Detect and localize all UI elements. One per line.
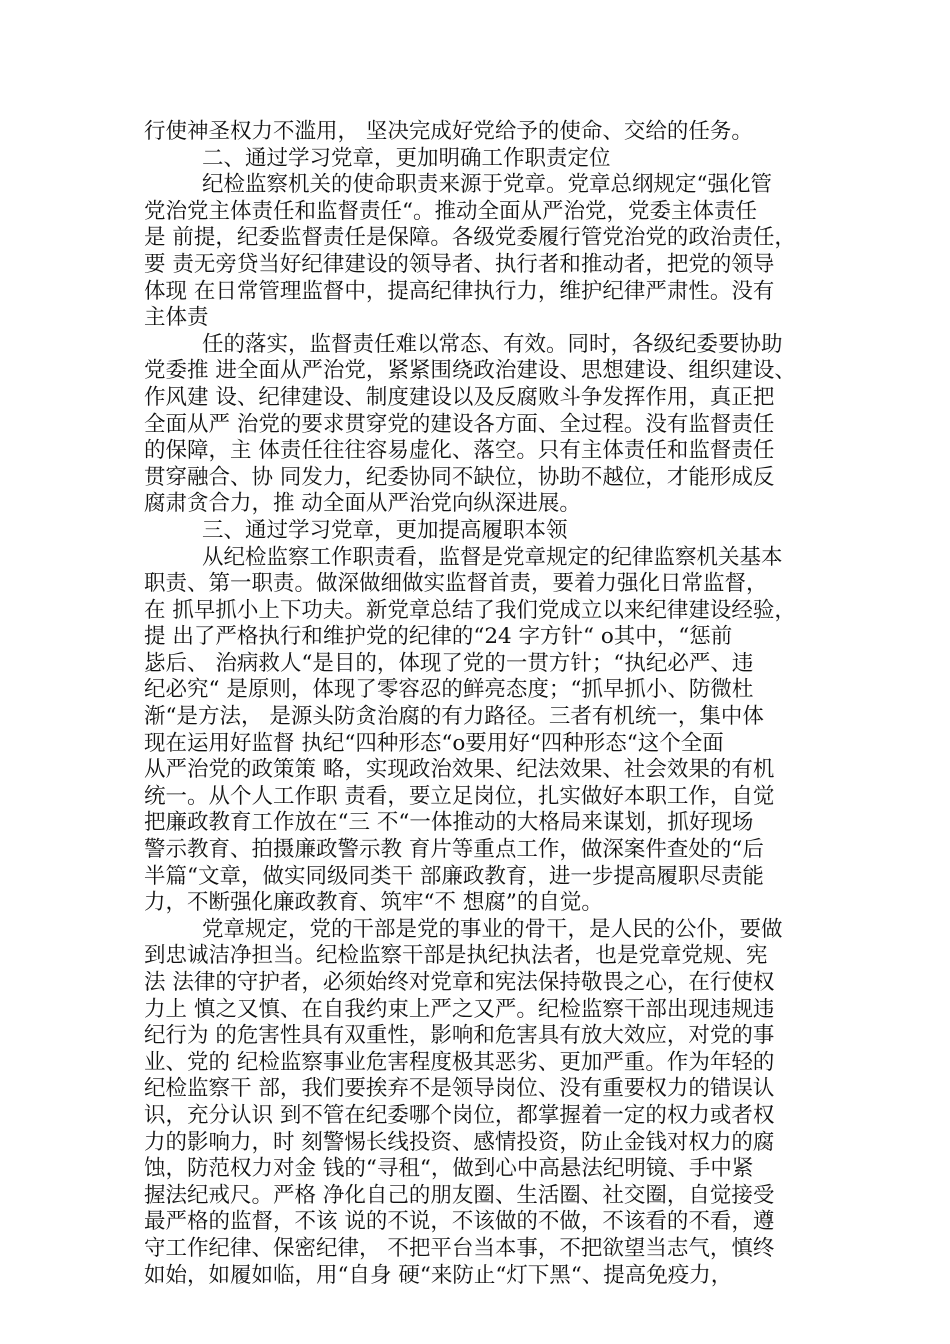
text-line: 蚀，防范权力对金 钱的“寻租“，做到心中高悬法纪明镜、手中紧 <box>144 1156 754 1182</box>
text-line: 任的落实，监督责任难以常态、有效。同时，各级纪委要协助 <box>202 331 783 357</box>
body-paragraph <box>144 332 820 518</box>
text-line: 党治党主体责任和监督责任“。推动全面从严治党，党委主体责任 <box>144 198 757 224</box>
text-line: 握法纪戒尺。严格 净化自己的朋友圈、生活圈、社交圈，自觉接受 <box>144 1182 775 1208</box>
text-line: 到忠诚洁净担当。纪检监察干部是执纪执法者，也是党章党规、宪 <box>144 943 768 969</box>
text-line: 渐“是方法， 是源头防贪治腐的有力路径。三者有机统一，集中体 <box>144 704 764 730</box>
text-line: 在 抓早抓小上下功夫。新党章总结了我们党成立以来纪律建设经验， <box>144 597 796 623</box>
text-line: 党章规定，党的干部是党的事业的骨干，是人民的公仆，要做 <box>202 916 783 942</box>
text-line: 统一。从个人工作职 责看，要立足岗位，扎实做好本职工作，自觉 <box>144 783 775 809</box>
text-line: 把廉政教育工作放在“三 不“一体推动的大格局来谋划，抓好现场 <box>144 810 754 836</box>
text-line: 法 法律的守护者，必须始终对党章和宪法保持敬畏之心，在行使权 <box>144 970 775 995</box>
text-line: 体现 在日常管理监督中，提高纪律执行力，维护纪律严肃性。没有 <box>144 278 775 304</box>
text-line: 最严格的监督，不该 说的不说，不该做的不做，不该看的不看，遵 <box>144 1209 775 1235</box>
text-line: 从纪检监察工作职责看，监督是党章规定的纪律监察机关基本 <box>202 544 783 570</box>
text-line: 业、党的 纪检监察事业危害程度极其恶劣、更加严重。作为年轻的 <box>144 1049 775 1075</box>
section-heading <box>144 146 820 173</box>
text-line: 的保障，主 体责任往往容易虚化、落空。只有主体责任和监督责任 <box>144 438 775 464</box>
text-line: 党委推 进全面从严治党，紧紧围绕政治建设、思想建设、组织建设、 <box>144 358 796 384</box>
text-line: 守工作纪律、保密纪律， 不把平台当本事，不把欲望当志气，慎终 <box>144 1235 775 1261</box>
text-line: 纪检监察机关的使命职责来源于党章。党章总纲规定“强化管 <box>202 172 772 198</box>
text-line: 力，不断强化廉政教育、筑牢“不 想腐”的自觉。 <box>144 890 603 916</box>
body-paragraph <box>144 545 820 917</box>
document-page <box>144 119 820 1289</box>
text-line: 警示教育、拍摄廉政警示教 育片等重点工作，做深案件查处的“后 <box>144 837 764 863</box>
text-line: 纪检监察干 部，我们要挨弃不是领导岗位、没有重要权力的错误认 <box>144 1076 775 1102</box>
section-heading <box>144 518 820 545</box>
text-line: 提 出了严格执行和维护党的纪律的“24 字方针“ o其中，“惩前 <box>144 624 733 650</box>
text-line: 三、通过学习党章，更加提高履职本领 <box>202 517 568 543</box>
body-paragraph <box>144 119 820 146</box>
text-line: 力的影响力，时 刻警惕长线投资、感情投资，防止金钱对权力的腐 <box>144 1129 775 1155</box>
text-line: 贯穿融合、协 同发力，纪委协同不缺位，协助不越位，才能形成反 <box>144 464 775 490</box>
body-paragraph <box>144 917 820 1289</box>
text-line: 是 前提，纪委监督责任是保障。各级党委履行管党治党的政治责任， <box>144 225 796 251</box>
text-line: 二、通过学习党章，更加明确工作职责定位 <box>202 145 611 171</box>
text-line: 职责、第一职责。做深做细做实监督首责，要着力强化日常监督， <box>144 571 768 597</box>
text-line: 行使神圣权力不滥用， 坚决完成好党给予的使命、交给的任务。 <box>144 119 753 144</box>
text-line: 腐肃贪合力，推 动全面从严治党向纵深进展。 <box>144 491 581 517</box>
text-line: 纪行为 的危害性具有双重性，影响和危害具有放大效应，对党的事 <box>144 1023 775 1049</box>
text-line: 要 责无旁贷当好纪律建设的领导者、执行者和推动者，把党的领导 <box>144 251 775 277</box>
text-line: 现在运用好监督 执纪“四种形态“o要用好“四种形态“这个全面 <box>144 730 724 756</box>
text-line: 纪必究“ 是原则，体现了零容忍的鲜亮态度；“抓早抓小、防微杜 <box>144 677 754 703</box>
text-line: 全面从严 治党的要求贯穿党的建设各方面、全过程。没有监督责任 <box>144 411 775 437</box>
text-line: 半篇“文章，做实同级同类干 部廉政教育，进一步提高履职尽责能 <box>144 863 764 889</box>
text-line: 如始，如履如临，用“自身 硬“来防止“灯下黑“、提高免疫力， <box>144 1262 733 1288</box>
body-paragraph <box>144 172 820 332</box>
text-line: 毖后、 治病救人“是目的，体现了党的一贯方针；“执纪必严、违 <box>144 650 754 676</box>
text-line: 主体责 <box>144 305 209 331</box>
text-line: 作风建 设、纪律建设、制度建设以及反腐败斗争发挥作用，真正把 <box>144 384 775 410</box>
text-line: 识，充分认识 到不管在纪委哪个岗位，都掌握着一定的权力或者权 <box>144 1102 775 1128</box>
text-line: 力上 慎之又慎、在自我约束上严之又严。纪检监察干部出现违规违 <box>144 996 775 1022</box>
text-line: 从严治党的政策策 略，实现政治效果、纪法效果、社会效果的有机 <box>144 757 775 783</box>
